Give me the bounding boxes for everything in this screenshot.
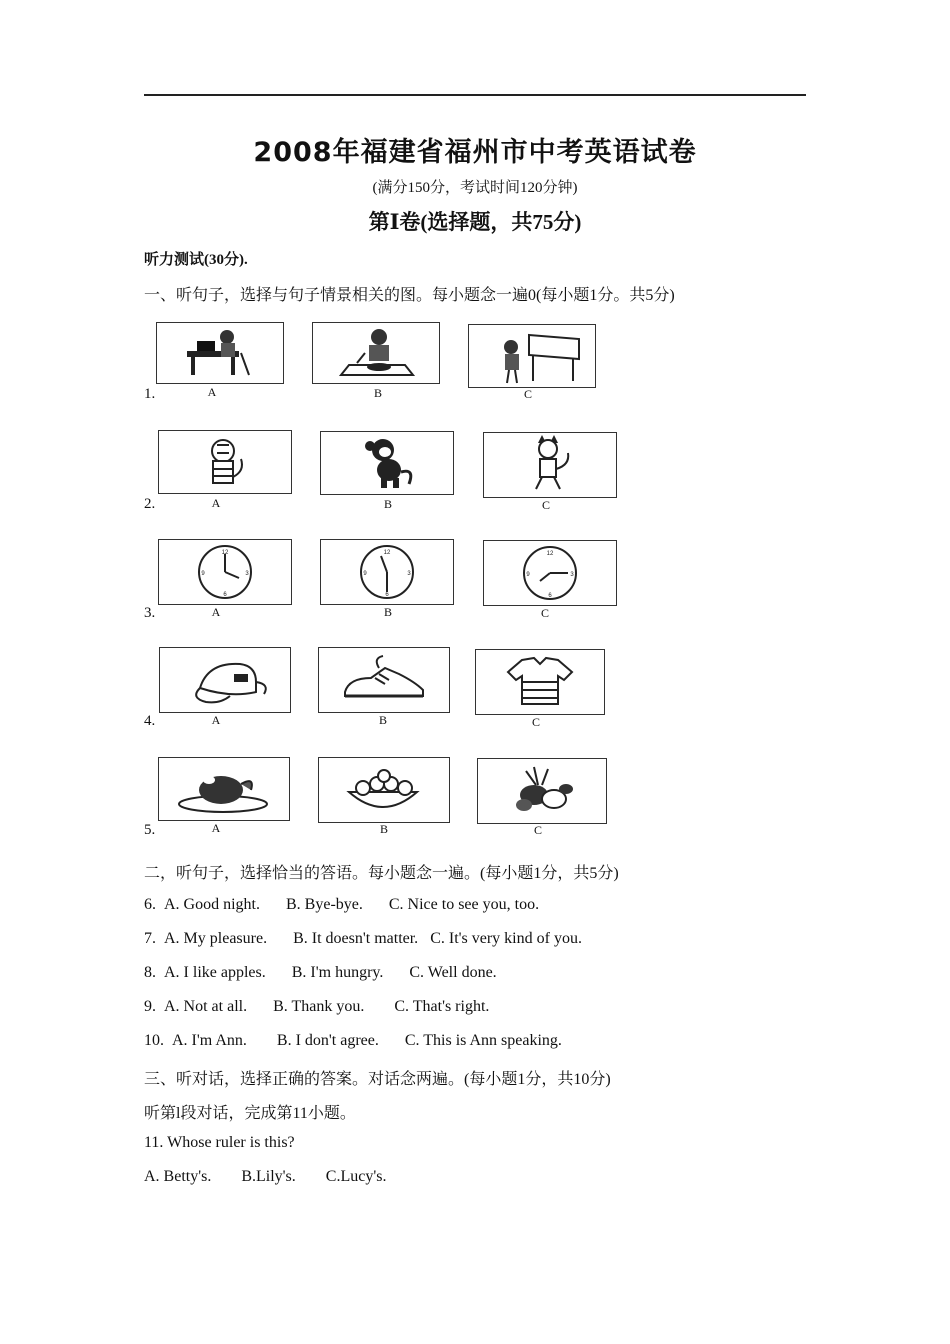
question-11-option-b[interactable]: B.Lily's. bbox=[241, 1168, 296, 1185]
question-7: 7. A. My pleasure. B. It doesn't matter. C. It's very kind of you. bbox=[144, 930, 582, 947]
part2-instruction: 二，听句子，选择恰当的答语。每小题念一遍。(每小题1分，共5分) bbox=[144, 865, 619, 882]
svg-text:9: 9 bbox=[363, 571, 367, 577]
option-label: C bbox=[531, 715, 540, 729]
clock-icon bbox=[159, 540, 291, 604]
top-rule bbox=[144, 94, 806, 96]
option-label: C bbox=[523, 387, 532, 401]
question-7-option-b[interactable]: B. It doesn't matter. bbox=[293, 930, 419, 947]
person-eating-icon bbox=[313, 323, 439, 383]
question-8: 8. A. I like apples. B. I'm hungry. C. Well done. bbox=[144, 964, 497, 981]
question-4-picture-a[interactable] bbox=[159, 647, 291, 713]
svg-text:3: 3 bbox=[570, 572, 574, 578]
question-6: 6. A. Good night. B. Bye-bye. C. Nice to see you, too. bbox=[144, 896, 540, 913]
question-4-picture-c[interactable] bbox=[475, 649, 605, 715]
question-number: 3. bbox=[144, 605, 156, 621]
svg-text:6: 6 bbox=[548, 593, 552, 599]
question-6-option-b[interactable]: B. Bye-bye. bbox=[286, 896, 363, 913]
svg-text:12: 12 bbox=[383, 550, 391, 556]
tiger-icon bbox=[159, 431, 291, 493]
monkey-icon bbox=[321, 432, 453, 494]
question-9-option-b[interactable]: B. Thank you. bbox=[273, 998, 365, 1015]
question-9-option-c[interactable]: C. That's right. bbox=[394, 998, 490, 1015]
question-1-picture-b[interactable] bbox=[312, 322, 440, 384]
svg-text:12: 12 bbox=[221, 550, 229, 556]
question-3-picture-a[interactable] bbox=[158, 539, 292, 605]
question-9-option-a[interactable]: A. Not at all. bbox=[164, 998, 248, 1015]
question-6-option-c[interactable]: C. Nice to see you, too. bbox=[388, 896, 540, 913]
question-number: 5. bbox=[144, 822, 156, 838]
part3-sub-instruction: 听第l段对话，完成第11小题。 bbox=[144, 1105, 356, 1122]
question-5-picture-b[interactable] bbox=[318, 757, 450, 823]
question-number: 1. bbox=[144, 386, 156, 402]
question-10-option-b[interactable]: B. I don't agree. bbox=[276, 1032, 379, 1049]
page-title: 2008年福建省福州市中考英语试卷 bbox=[253, 137, 697, 168]
question-10-option-a[interactable]: A. I'm Ann. bbox=[172, 1032, 247, 1049]
option-label: B bbox=[378, 713, 387, 727]
question-11 bbox=[144, 1168, 386, 1186]
svg-text:3: 3 bbox=[407, 571, 411, 577]
shoe-icon bbox=[319, 648, 449, 712]
question-8-option-a[interactable]: A. I like apples. bbox=[164, 964, 266, 981]
svg-text:9: 9 bbox=[526, 572, 530, 578]
svg-text:6: 6 bbox=[385, 592, 389, 598]
question-5-picture-a[interactable] bbox=[158, 757, 290, 821]
svg-text:3: 3 bbox=[245, 571, 249, 577]
part3-instruction: 三、听对话，选择正确的答案。对话念两遍。(每小题1分，共10分) bbox=[144, 1071, 611, 1088]
question-3-picture-b[interactable] bbox=[320, 539, 454, 605]
section-title: 第Ⅰ卷(选择题，共75分) bbox=[368, 210, 582, 234]
question-2-picture-c[interactable] bbox=[483, 432, 617, 498]
vegetables-icon bbox=[478, 759, 606, 823]
page-subtitle: (满分150分，考试时间120分钟) bbox=[372, 180, 578, 196]
question-8-option-b[interactable]: B. I'm hungry. bbox=[291, 964, 384, 981]
question-11-option-c[interactable]: C.Lucy's. bbox=[325, 1168, 387, 1185]
question-5-picture-c[interactable] bbox=[477, 758, 607, 824]
question-8-option-c[interactable]: C. Well done. bbox=[409, 964, 497, 981]
option-label: C bbox=[533, 823, 542, 837]
option-label: C bbox=[540, 606, 549, 620]
roast-chicken-icon bbox=[159, 758, 289, 820]
question-number: 2. bbox=[144, 496, 156, 512]
svg-text:9: 9 bbox=[201, 571, 205, 577]
option-label: C bbox=[541, 498, 550, 512]
option-label: A bbox=[211, 713, 221, 727]
question-1-picture-a[interactable] bbox=[156, 322, 284, 384]
person-playing-piano-icon bbox=[469, 325, 595, 387]
svg-text:12: 12 bbox=[546, 551, 554, 557]
fruit-bowl-icon bbox=[319, 758, 449, 822]
svg-text:6: 6 bbox=[223, 592, 227, 598]
question-6-option-a[interactable]: A. Good night. bbox=[164, 896, 260, 913]
question-10: 10. A. I'm Ann. B. I don't agree. C. This is Ann speaking. bbox=[144, 1032, 562, 1049]
question-11-option-a[interactable]: A. Betty's. bbox=[144, 1168, 212, 1185]
question-11-text: 11. Whose ruler is this? bbox=[144, 1134, 295, 1151]
cat-icon bbox=[484, 433, 616, 497]
listening-heading: 听力测试(30分). bbox=[144, 252, 248, 268]
question-3-picture-c[interactable] bbox=[483, 540, 617, 606]
question-2-picture-b[interactable] bbox=[320, 431, 454, 495]
option-label: B bbox=[383, 497, 392, 511]
cap-icon bbox=[160, 648, 290, 712]
option-label: A bbox=[211, 496, 221, 510]
person-at-desk-icon bbox=[157, 323, 283, 383]
question-7-option-c[interactable]: C. It's very kind of you. bbox=[430, 930, 582, 947]
question-number: 4. bbox=[144, 713, 156, 729]
option-label: A bbox=[207, 385, 217, 399]
option-label: B bbox=[383, 605, 392, 619]
question-2-picture-a[interactable] bbox=[158, 430, 292, 494]
question-1-picture-c[interactable] bbox=[468, 324, 596, 388]
option-label: A bbox=[211, 605, 221, 619]
option-label: B bbox=[373, 386, 382, 400]
t-shirt-icon bbox=[476, 650, 604, 714]
clock-icon bbox=[321, 540, 453, 604]
clock-icon bbox=[484, 541, 616, 605]
option-label: B bbox=[379, 822, 388, 836]
question-9: 9. A. Not at all. B. Thank you. C. That's right. bbox=[144, 998, 490, 1015]
option-label: A bbox=[211, 821, 221, 835]
part1-instruction: 一、听句子，选择与句子情景相关的图。每小题念一遍0(每小题1分。共5分) bbox=[144, 287, 675, 304]
question-10-option-c[interactable]: C. This is Ann speaking. bbox=[404, 1032, 562, 1049]
question-4-picture-b[interactable] bbox=[318, 647, 450, 713]
question-7-option-a[interactable]: A. My pleasure. bbox=[164, 930, 268, 947]
